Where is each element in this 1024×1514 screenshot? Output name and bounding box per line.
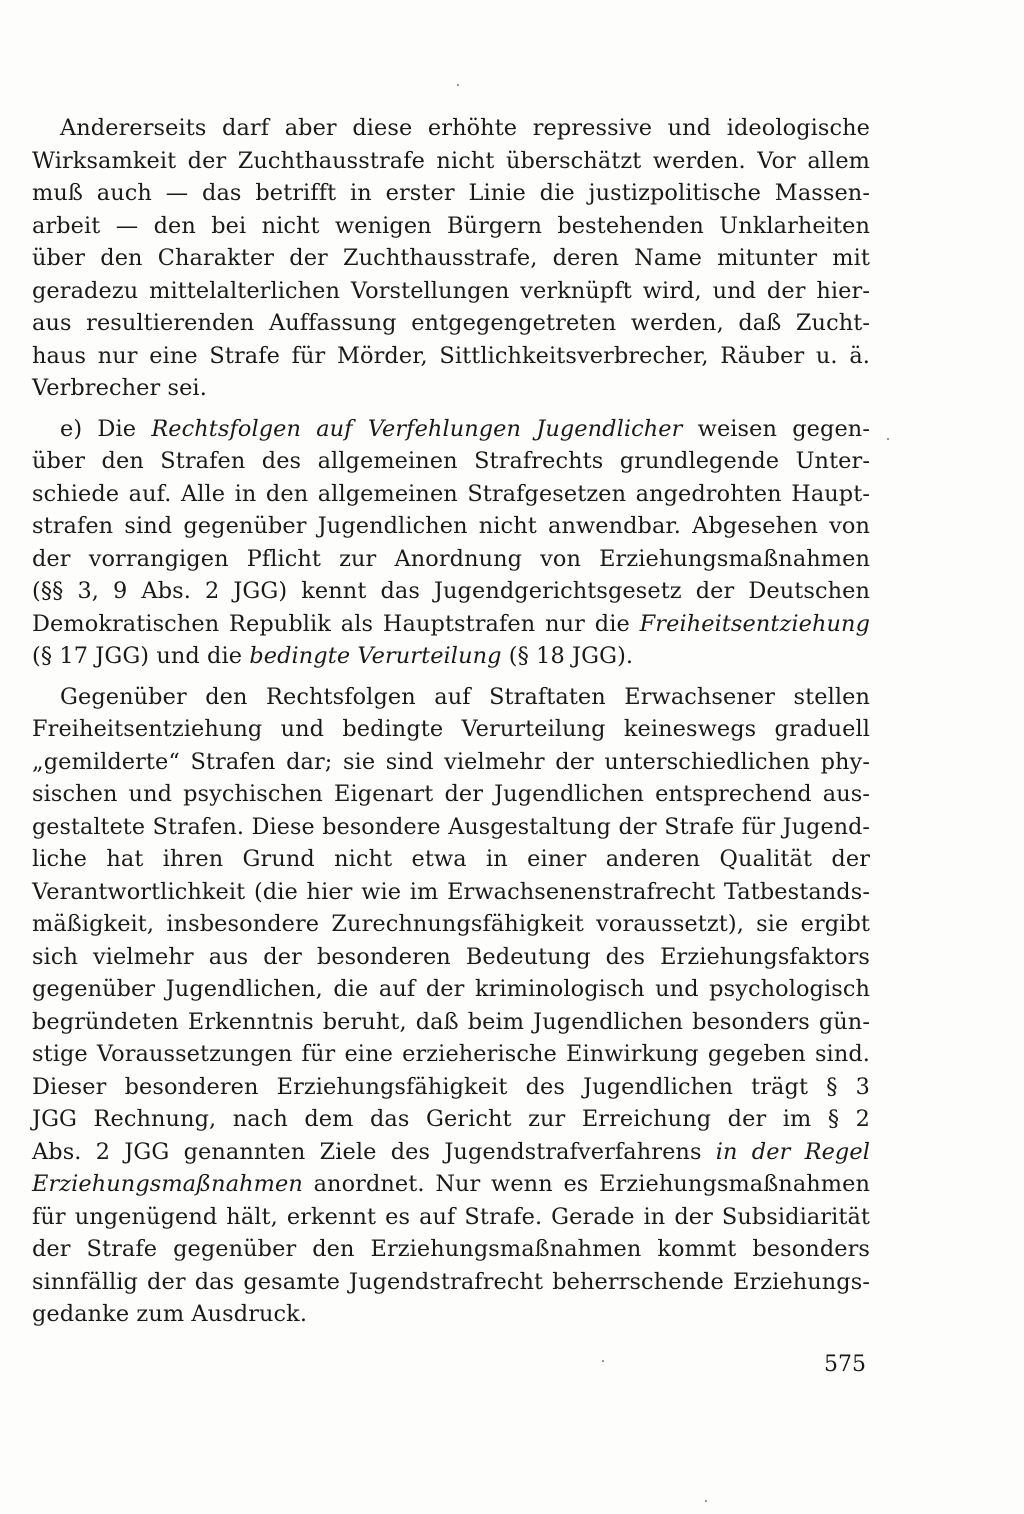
scan-speck — [887, 438, 889, 440]
emphasis: Freiheitsentziehung — [639, 610, 870, 637]
text-line: Erziehungsmaßnahmen anordnet. Nur wenn es Erziehungsmaßnahmen — [32, 1171, 870, 1197]
text-line: über den Charakter der Zuchthausstrafe, deren Name mitunter mit — [32, 245, 870, 271]
text-line: Andererseits darf aber diese erhöhte repressive und ideologische — [60, 115, 870, 141]
text-line: haus nur eine Strafe für Mörder, Sittlichkeitsverbrecher, Räuber u. ä. — [32, 342, 870, 369]
text-line: sinnfällig der das gesamte Jugendstrafrecht beherrschende Erziehungs- — [32, 1268, 870, 1295]
text-line: „gemilderte“ Strafen dar; sie sind vielmehr der unterschiedlichen phy- — [32, 748, 870, 775]
emphasis: Erziehungsmaßnahmen — [32, 1171, 303, 1197]
text-line: mäßigkeit, insbesondere Zurechnungsfähigkeit voraussetzt), sie ergibt — [32, 911, 870, 937]
scan-speck — [457, 84, 459, 86]
text-line: über den Strafen des allgemeinen Strafrechts grundlegende Unter- — [32, 448, 870, 474]
text-line: sischen und psychischen Eigenart der Jugendlichen entsprechend aus- — [32, 781, 870, 807]
text-line: der vorrangigen Pflicht zur Anordnung von Erziehungsmaßnahmen — [32, 545, 870, 572]
text-line: stige Voraussetzungen für eine erzieherische Einwirkung gegeben sind. — [32, 1041, 870, 1067]
emphasis: bedingte Verurteilung — [249, 643, 502, 669]
text-line: Dieser besonderen Erziehungsfähigkeit des Jugendlichen trägt § 3 — [32, 1073, 870, 1100]
emphasis: Rechtsfolgen auf Verfehlungen Jugendlicher — [151, 415, 683, 442]
text-line: begründeten Erkenntnis beruht, daß beim Jugendlichen besonders gün- — [32, 1008, 870, 1035]
text-line: schiede auf. Alle in den allgemeinen Strafgesetzen angedrohten Haupt- — [32, 480, 870, 507]
text-line: Freiheitsentziehung und bedingte Verurteilung keineswegs graduell — [32, 716, 870, 742]
text-line: gestaltete Strafen. Diese besondere Ausgestaltung der Strafe für Jugend- — [32, 813, 870, 840]
text-line: für ungenügend hält, erkennt es auf Strafe. Gerade in der Subsidiarität — [32, 1203, 870, 1230]
text-line: strafen sind gegenüber Jugendlichen nicht anwendbar. Abgesehen von — [32, 513, 870, 539]
text-line: geradezu mittelalterlichen Vorstellungen verknüpft wird, und der hier- — [32, 277, 870, 304]
text-line: (§§ 3, 9 Abs. 2 JGG) kennt das Jugendgerichtsgesetz der Deutschen — [32, 578, 870, 604]
text-line: Abs. 2 JGG genannten Ziele des Jugendstrafverfahrens in der Regel — [32, 1138, 870, 1165]
text-line: JGG Rechnung, nach dem das Gericht zur Erreichung der im § 2 — [32, 1106, 870, 1132]
text-line: sich vielmehr aus der besonderen Bedeutung des Erziehungsfaktors — [32, 943, 870, 970]
text-line: Verbrecher sei. — [32, 375, 207, 401]
text-line: (§ 17 JGG) und die bedingte Verurteilung (§ 18 JGG). — [32, 643, 634, 669]
text-line: gegenüber Jugendlichen, die auf der kriminologisch und psychologisch — [32, 976, 870, 1002]
scan-speck — [705, 1500, 707, 1502]
emphasis: in der Regel — [715, 1138, 870, 1165]
paragraph — [32, 112, 870, 405]
paragraph — [32, 413, 870, 673]
text-line: Gegenüber den Rechtsfolgen auf Straftaten Erwachsener stellen — [60, 683, 870, 710]
text-line: e) Die Rechtsfolgen auf Verfehlungen Jugendlicher weisen gegen- — [60, 415, 870, 442]
text-line: Demokratischen Republik als Hauptstrafen nur die Freiheitsentziehung — [32, 610, 870, 637]
text-line: Wirksamkeit der Zuchthausstrafe nicht überschätzt werden. Vor allem — [32, 147, 870, 174]
paragraph — [32, 681, 870, 1331]
text-line: der Strafe gegenüber den Erziehungsmaßnahmen kommt besonders — [32, 1236, 870, 1262]
text-line: aus resultierenden Auffassung entgegengetreten werden, daß Zucht- — [32, 310, 870, 336]
text-line: Verantwortlichkeit (die hier wie im Erwachsenenstrafrecht Tatbestands- — [32, 878, 870, 905]
text-line: muß auch — das betrifft in erster Linie die justizpolitische Massen- — [32, 180, 870, 206]
scan-speck — [602, 1360, 604, 1362]
text-line: arbeit — den bei nicht wenigen Bürgern bestehenden Unklarheiten — [32, 212, 870, 239]
body-text — [32, 112, 870, 1331]
text-line: liche hat ihren Grund nicht etwa in einer anderen Qualität der — [32, 846, 870, 872]
text-line: gedanke zum Ausdruck. — [32, 1301, 308, 1327]
page-number: 575 — [824, 1352, 866, 1377]
